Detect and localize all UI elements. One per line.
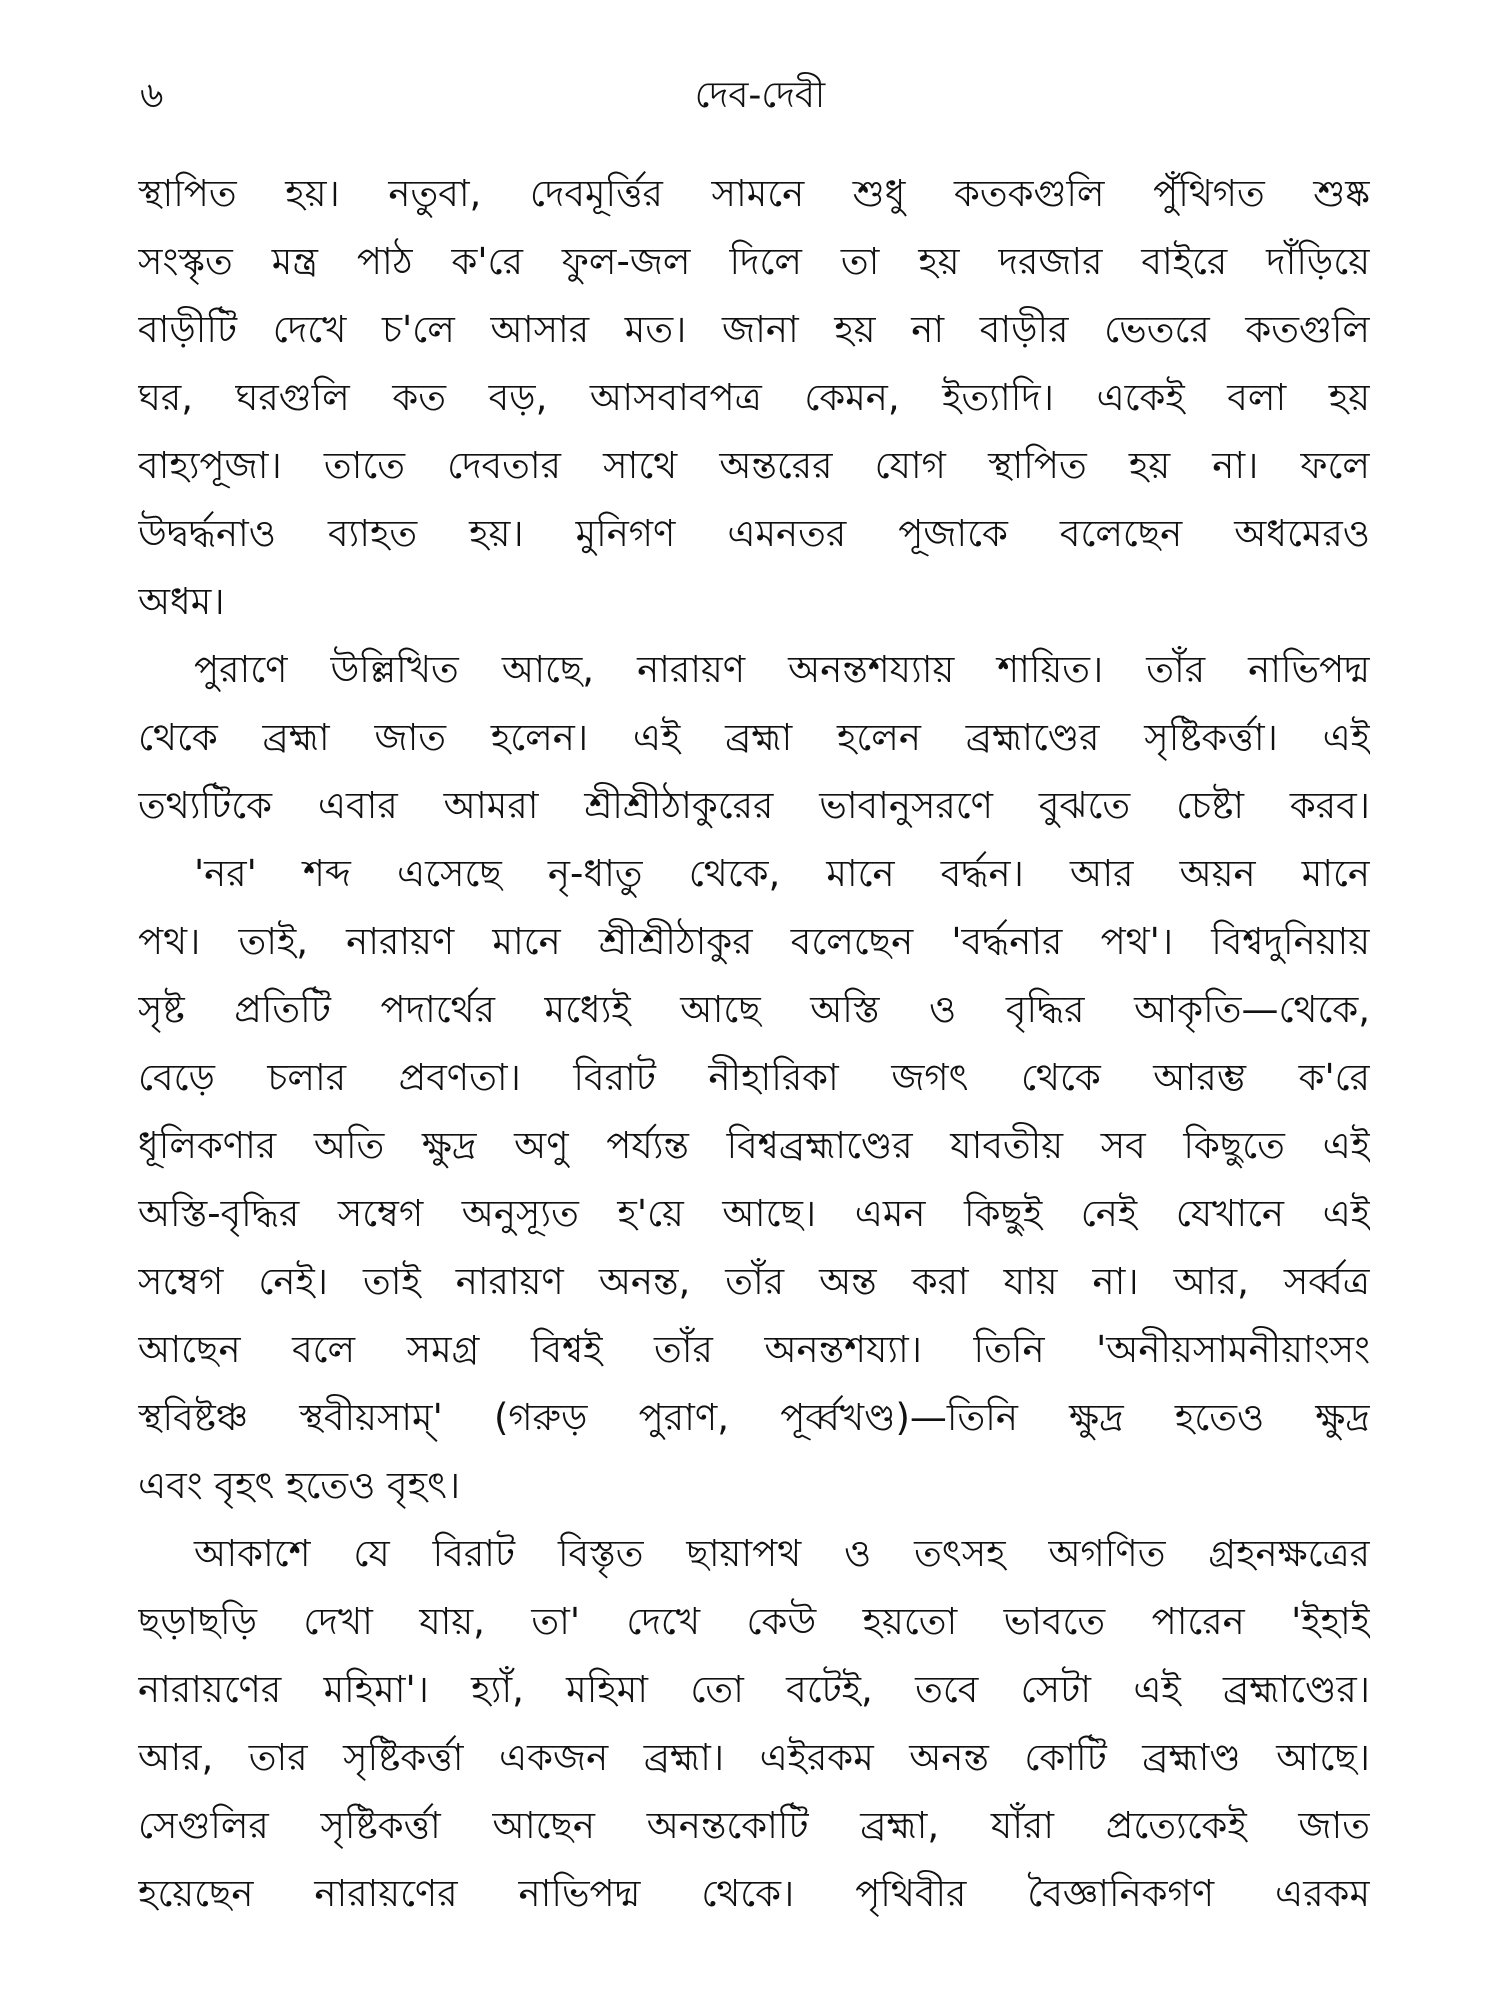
text-line: আর, তার সৃষ্টিকর্ত্তা একজন ব্রহ্মা। এইরকম অনন্ত কোটি ব্রহ্মাণ্ড আছে। <box>138 1736 1370 1779</box>
text-line: পথ। তাই, নারায়ণ মানে শ্রীশ্রীঠাকুর বলেছেন 'বর্দ্ধনার পথ'। বিশ্বদুনিয়ায় <box>138 920 1370 963</box>
text-line: এবং বৃহৎ হতেও বৃহৎ। <box>138 1464 461 1507</box>
text-line: বেড়ে চলার প্রবণতা। বিরাট নীহারিকা জগৎ থেকে আরম্ভ ক'রে <box>138 1056 1370 1099</box>
body-text <box>138 160 1370 1928</box>
text-line: সৃষ্ট প্রতিটি পদার্থের মধ্যেই আছে অস্তি ও বৃদ্ধির আকৃতি—থেকে, <box>138 988 1370 1031</box>
paragraph-start-line: 'নর' শব্দ এসেছে নৃ-ধাতু থেকে, মানে বর্দ্ধন। আর অয়ন মানে <box>194 852 1370 895</box>
text-line: বাহ্যপূজা। তাতে দেবতার সাথে অন্তরের যোগ স্থাপিত হয় না। ফলে <box>138 444 1370 487</box>
text-line: ধূলিকণার অতি ক্ষুদ্র অণু পর্য্যন্ত বিশ্বব্রহ্মাণ্ডের যাবতীয় সব কিছুতে এই <box>138 1124 1370 1167</box>
text-line: স্থাপিত হয়। নতুবা, দেবমূর্ত্তির সামনে শুধু কতকগুলি পুঁথিগত শুষ্ক <box>138 172 1370 215</box>
text-line: ছড়াছড়ি দেখা যায়, তা' দেখে কেউ হয়তো ভাবতে পারেন 'ইহাই <box>138 1600 1370 1643</box>
text-line: নারায়ণের মহিমা'। হ্যাঁ, মহিমা তো বটেই, তবে সেটা এই ব্রহ্মাণ্ডের। <box>138 1668 1370 1711</box>
text-line: বাড়ীটি দেখে চ'লে আসার মত। জানা হয় না বাড়ীর ভেতরে কতগুলি <box>138 308 1370 351</box>
text-line: থেকে ব্রহ্মা জাত হলেন। এই ব্রহ্মা হলেন ব্রহ্মাণ্ডের সৃষ্টিকর্ত্তা। এই <box>138 716 1370 759</box>
paragraph-start-line: আকাশে যে বিরাট বিস্তৃত ছায়াপথ ও তৎসহ অগণিত গ্রহনক্ষত্রের <box>194 1532 1370 1575</box>
text-line: উদ্বর্দ্ধনাও ব্যাহত হয়। মুনিগণ এমনতর পূজাকে বলেছেন অধমেরও <box>138 512 1370 555</box>
text-line: অধম। <box>138 580 225 623</box>
text-line: সেগুলির সৃষ্টিকর্ত্তা আছেন অনন্তকোটি ব্রহ্মা, যাঁরা প্রত্যেকেই জাত <box>138 1804 1370 1847</box>
text-line: সংস্কৃত মন্ত্র পাঠ ক'রে ফুল-জল দিলে তা হয় দরজার বাইরে দাঁড়িয়ে <box>138 240 1370 283</box>
text-line: ঘর, ঘরগুলি কত বড়, আসবাবপত্র কেমন, ইত্যাদি। একেই বলা হয় <box>138 376 1370 419</box>
paragraph-start-line: পুরাণে উল্লিখিত আছে, নারায়ণ অনন্তশয্যায় শায়িত। তাঁর নাভিপদ্ম <box>194 648 1370 691</box>
text-line: সম্বেগ নেই। তাই নারায়ণ অনন্ত, তাঁর অন্ত করা যায় না। আর, সর্ব্বত্র <box>138 1260 1370 1303</box>
text-line: আছেন বলে সমগ্র বিশ্বই তাঁর অনন্তশয্যা। তিনি 'অনীয়সামনীয়াংসং <box>138 1328 1370 1371</box>
text-line: হয়েছেন নারায়ণের নাভিপদ্ম থেকে। পৃথিবীর বৈজ্ঞানিকগণ এরকম <box>138 1872 1370 1915</box>
text-line: স্থবিষ্টঞ্চ স্থবীয়সাম্' (গরুড় পুরাণ, পূর্ব্বখণ্ড)—তিনি ক্ষুদ্র হতেও ক্ষুদ্র <box>138 1396 1370 1439</box>
text-line: অস্তি-বৃদ্ধির সম্বেগ অনুস্যূত হ'য়ে আছে। এমন কিছুই নেই যেখানে এই <box>138 1192 1370 1235</box>
text-line: তথ্যটিকে এবার আমরা শ্রীশ্রীঠাকুরের ভাবানুসরণে বুঝতে চেষ্টা করব। <box>138 784 1370 827</box>
running-title: দেব-দেবী <box>694 75 826 116</box>
page-number: ৬ <box>140 75 164 116</box>
